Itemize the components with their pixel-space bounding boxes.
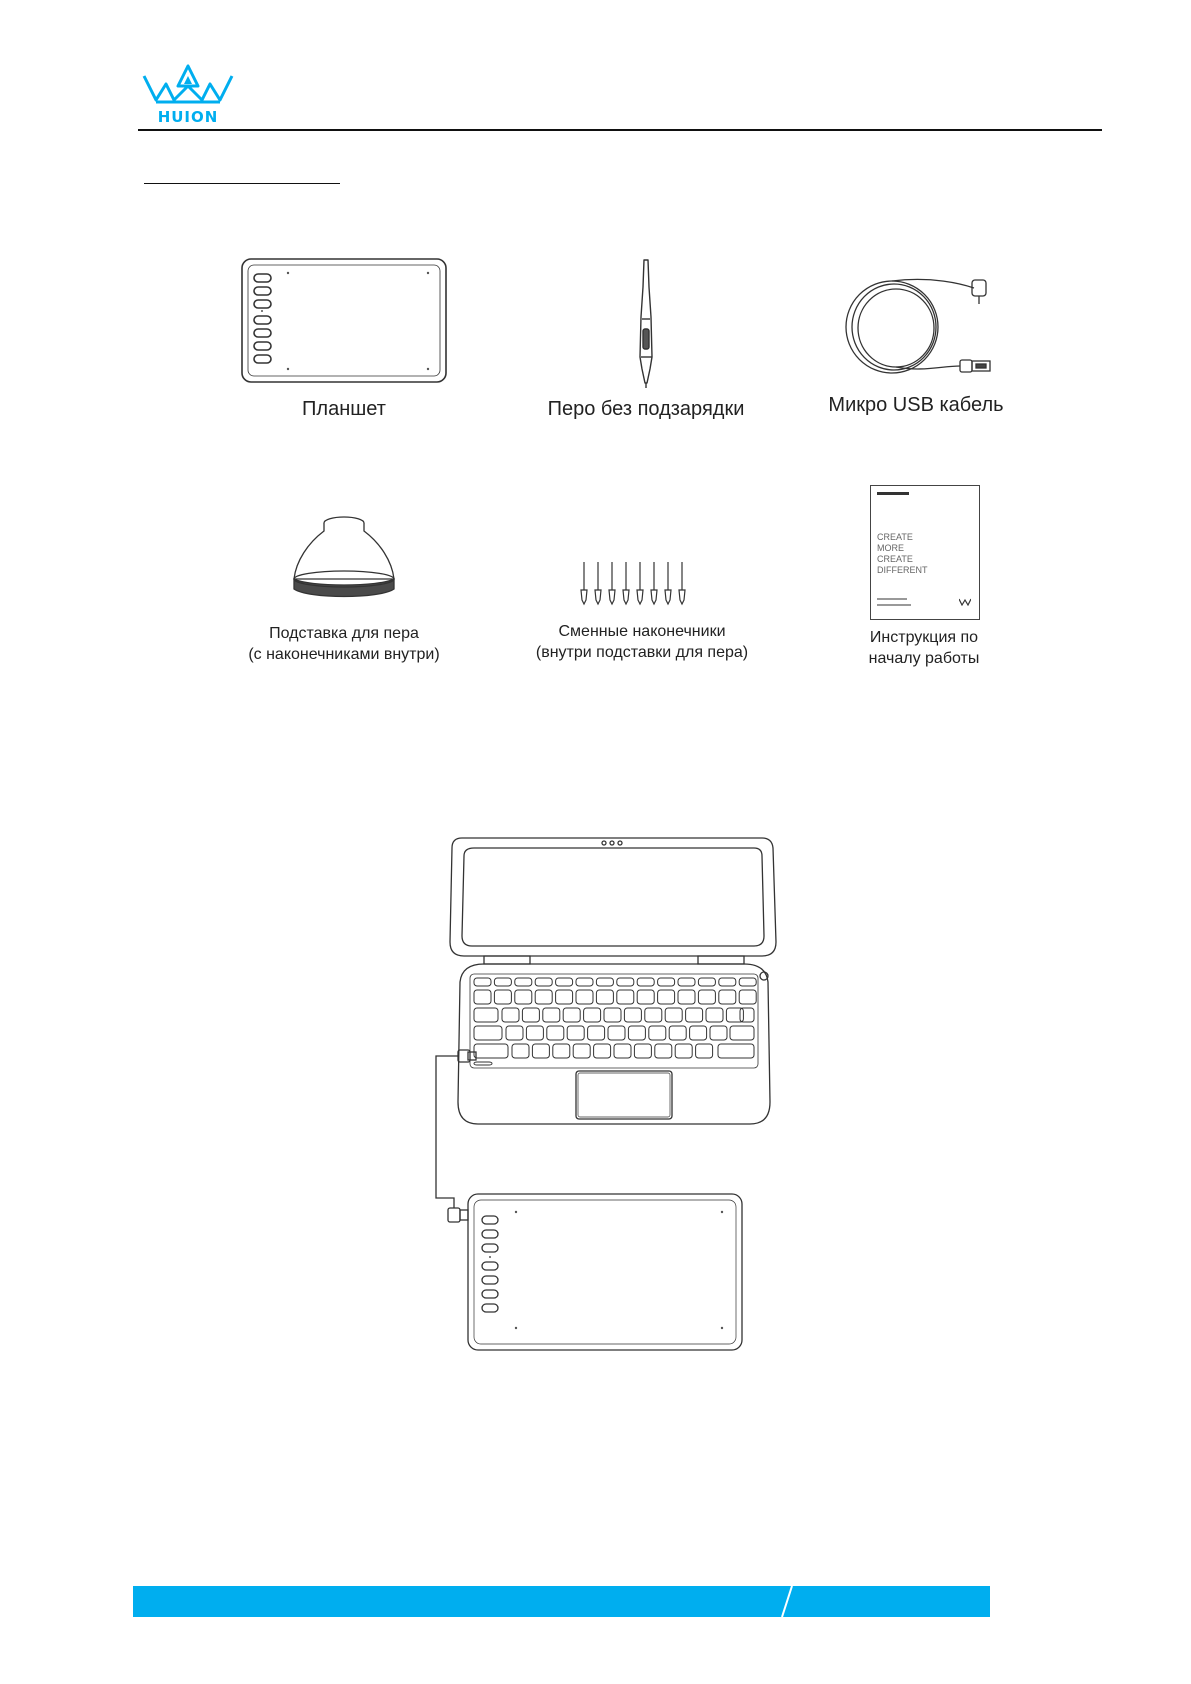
laptop-tablet-connection-diagram (432, 832, 794, 1352)
keyboard-key (614, 1044, 631, 1058)
keyboard-key (515, 978, 532, 986)
keyboard-key (573, 1044, 590, 1058)
item-label-tablet: Планшет (302, 398, 386, 420)
keyboard-key (696, 1044, 713, 1058)
keyboard-key (576, 978, 593, 986)
keyboard-key (678, 990, 695, 1004)
keyboard-key (576, 990, 593, 1004)
keyboard-key (675, 1044, 692, 1058)
guide-footer-mark (877, 604, 911, 606)
keyboard-key (506, 1026, 523, 1040)
keyboard-key (535, 990, 552, 1004)
keyboard-key (474, 1026, 502, 1040)
keyboard-key (474, 1044, 508, 1058)
guide-brand-mark (877, 492, 909, 495)
keyboard-key (730, 1026, 754, 1040)
keyboard-key (588, 1026, 605, 1040)
item-label-pen: Перо без подзарядки (547, 398, 745, 420)
guide-footer-mark (877, 598, 907, 600)
footer-slash (780, 1586, 794, 1617)
keyboard-key (698, 990, 715, 1004)
keyboard-key (739, 978, 756, 986)
keyboard-key (474, 990, 491, 1004)
footer-bar (133, 1586, 990, 1617)
keyboard-key (655, 1044, 672, 1058)
keyboard-key (649, 1026, 666, 1040)
logo-wordmark: HUION (157, 108, 219, 126)
keyboard-key (474, 978, 491, 986)
pen-holder-icon (288, 513, 400, 603)
item-label-guide-line2: началу работы (868, 650, 980, 667)
keyboard-key (526, 1026, 543, 1040)
guide-cover-text (877, 532, 928, 576)
keyboard-key (719, 990, 736, 1004)
item-label-pen-nibs-line2: (внутри подставки для пера) (535, 644, 749, 661)
keyboard-key (678, 978, 695, 986)
keyboard-key (547, 1026, 564, 1040)
keyboard-key (584, 1008, 601, 1022)
keyboard-key (718, 1044, 754, 1058)
keyboard-key (474, 1008, 498, 1022)
keyboard-key (543, 1008, 560, 1022)
keyboard-key (739, 990, 756, 1004)
keyboard-key (628, 1026, 645, 1040)
keyboard-key (637, 990, 654, 1004)
keyboard-key (556, 990, 573, 1004)
keyboard-key (515, 990, 532, 1004)
item-label-pen-holder-line1: Подставка для пера (269, 625, 419, 642)
guide-cover-line4: DIFFERENT (877, 565, 928, 575)
pen-nibs-icon (578, 560, 708, 606)
keyboard-key (669, 1026, 686, 1040)
keyboard-key (698, 978, 715, 986)
keyboard-key (637, 978, 654, 986)
section-title-underline (144, 183, 340, 184)
keyboard-key (494, 978, 511, 986)
keyboard-key (596, 990, 613, 1004)
item-label-pen-nibs (522, 621, 762, 663)
item-label-pen-holder (226, 623, 462, 665)
keyboard-key (512, 1044, 529, 1058)
usb-cable-icon (842, 270, 994, 380)
keyboard-key (617, 990, 634, 1004)
keyboard-key (604, 1008, 621, 1022)
keyboard-key (596, 978, 613, 986)
keyboard-key (706, 1008, 723, 1022)
keyboard-key (522, 1008, 539, 1022)
pen-icon (636, 257, 656, 389)
item-label-usb-cable: Микро USB кабель (828, 394, 1004, 416)
guide-cover-line3: CREATE (877, 554, 913, 564)
item-label-guide-line1: Инструкция по (869, 629, 979, 646)
keyboard-key (608, 1026, 625, 1040)
keyboard-key (719, 978, 736, 986)
keyboard-key (617, 978, 634, 986)
guide-crown-icon (959, 598, 971, 606)
keyboard-key (658, 978, 675, 986)
keyboard-key (645, 1008, 662, 1022)
item-label-pen-nibs-line1: Сменные наконечники (558, 623, 726, 640)
keyboard-key (624, 1008, 641, 1022)
keyboard-key (740, 1008, 754, 1022)
header-rule (138, 129, 1102, 131)
keyboard-key (726, 1008, 743, 1022)
guide-cover-line2: MORE (877, 543, 904, 553)
keyboard-key (553, 1044, 570, 1058)
keyboard-key (658, 990, 675, 1004)
keyboard-key (474, 1062, 492, 1065)
keyboard-key (710, 1026, 727, 1040)
item-label-guide (826, 627, 1022, 669)
keyboard-key (502, 1008, 519, 1022)
keyboard-key (532, 1044, 549, 1058)
guide-cover-line1: CREATE (877, 532, 913, 542)
pen-tablet-icon (240, 257, 448, 384)
keyboard-key (634, 1044, 651, 1058)
keyboard-key (690, 1026, 707, 1040)
keyboard-key (535, 978, 552, 986)
keyboard-key (563, 1008, 580, 1022)
quick-start-guide-icon (870, 485, 980, 620)
item-label-pen-holder-line2: (с наконечниками внутри) (248, 646, 440, 663)
keyboard-key (494, 990, 511, 1004)
keyboard-key (665, 1008, 682, 1022)
keyboard-key (556, 978, 573, 986)
keyboard-key (686, 1008, 703, 1022)
huion-logo (140, 62, 236, 128)
keyboard-key (567, 1026, 584, 1040)
keyboard-key (594, 1044, 611, 1058)
